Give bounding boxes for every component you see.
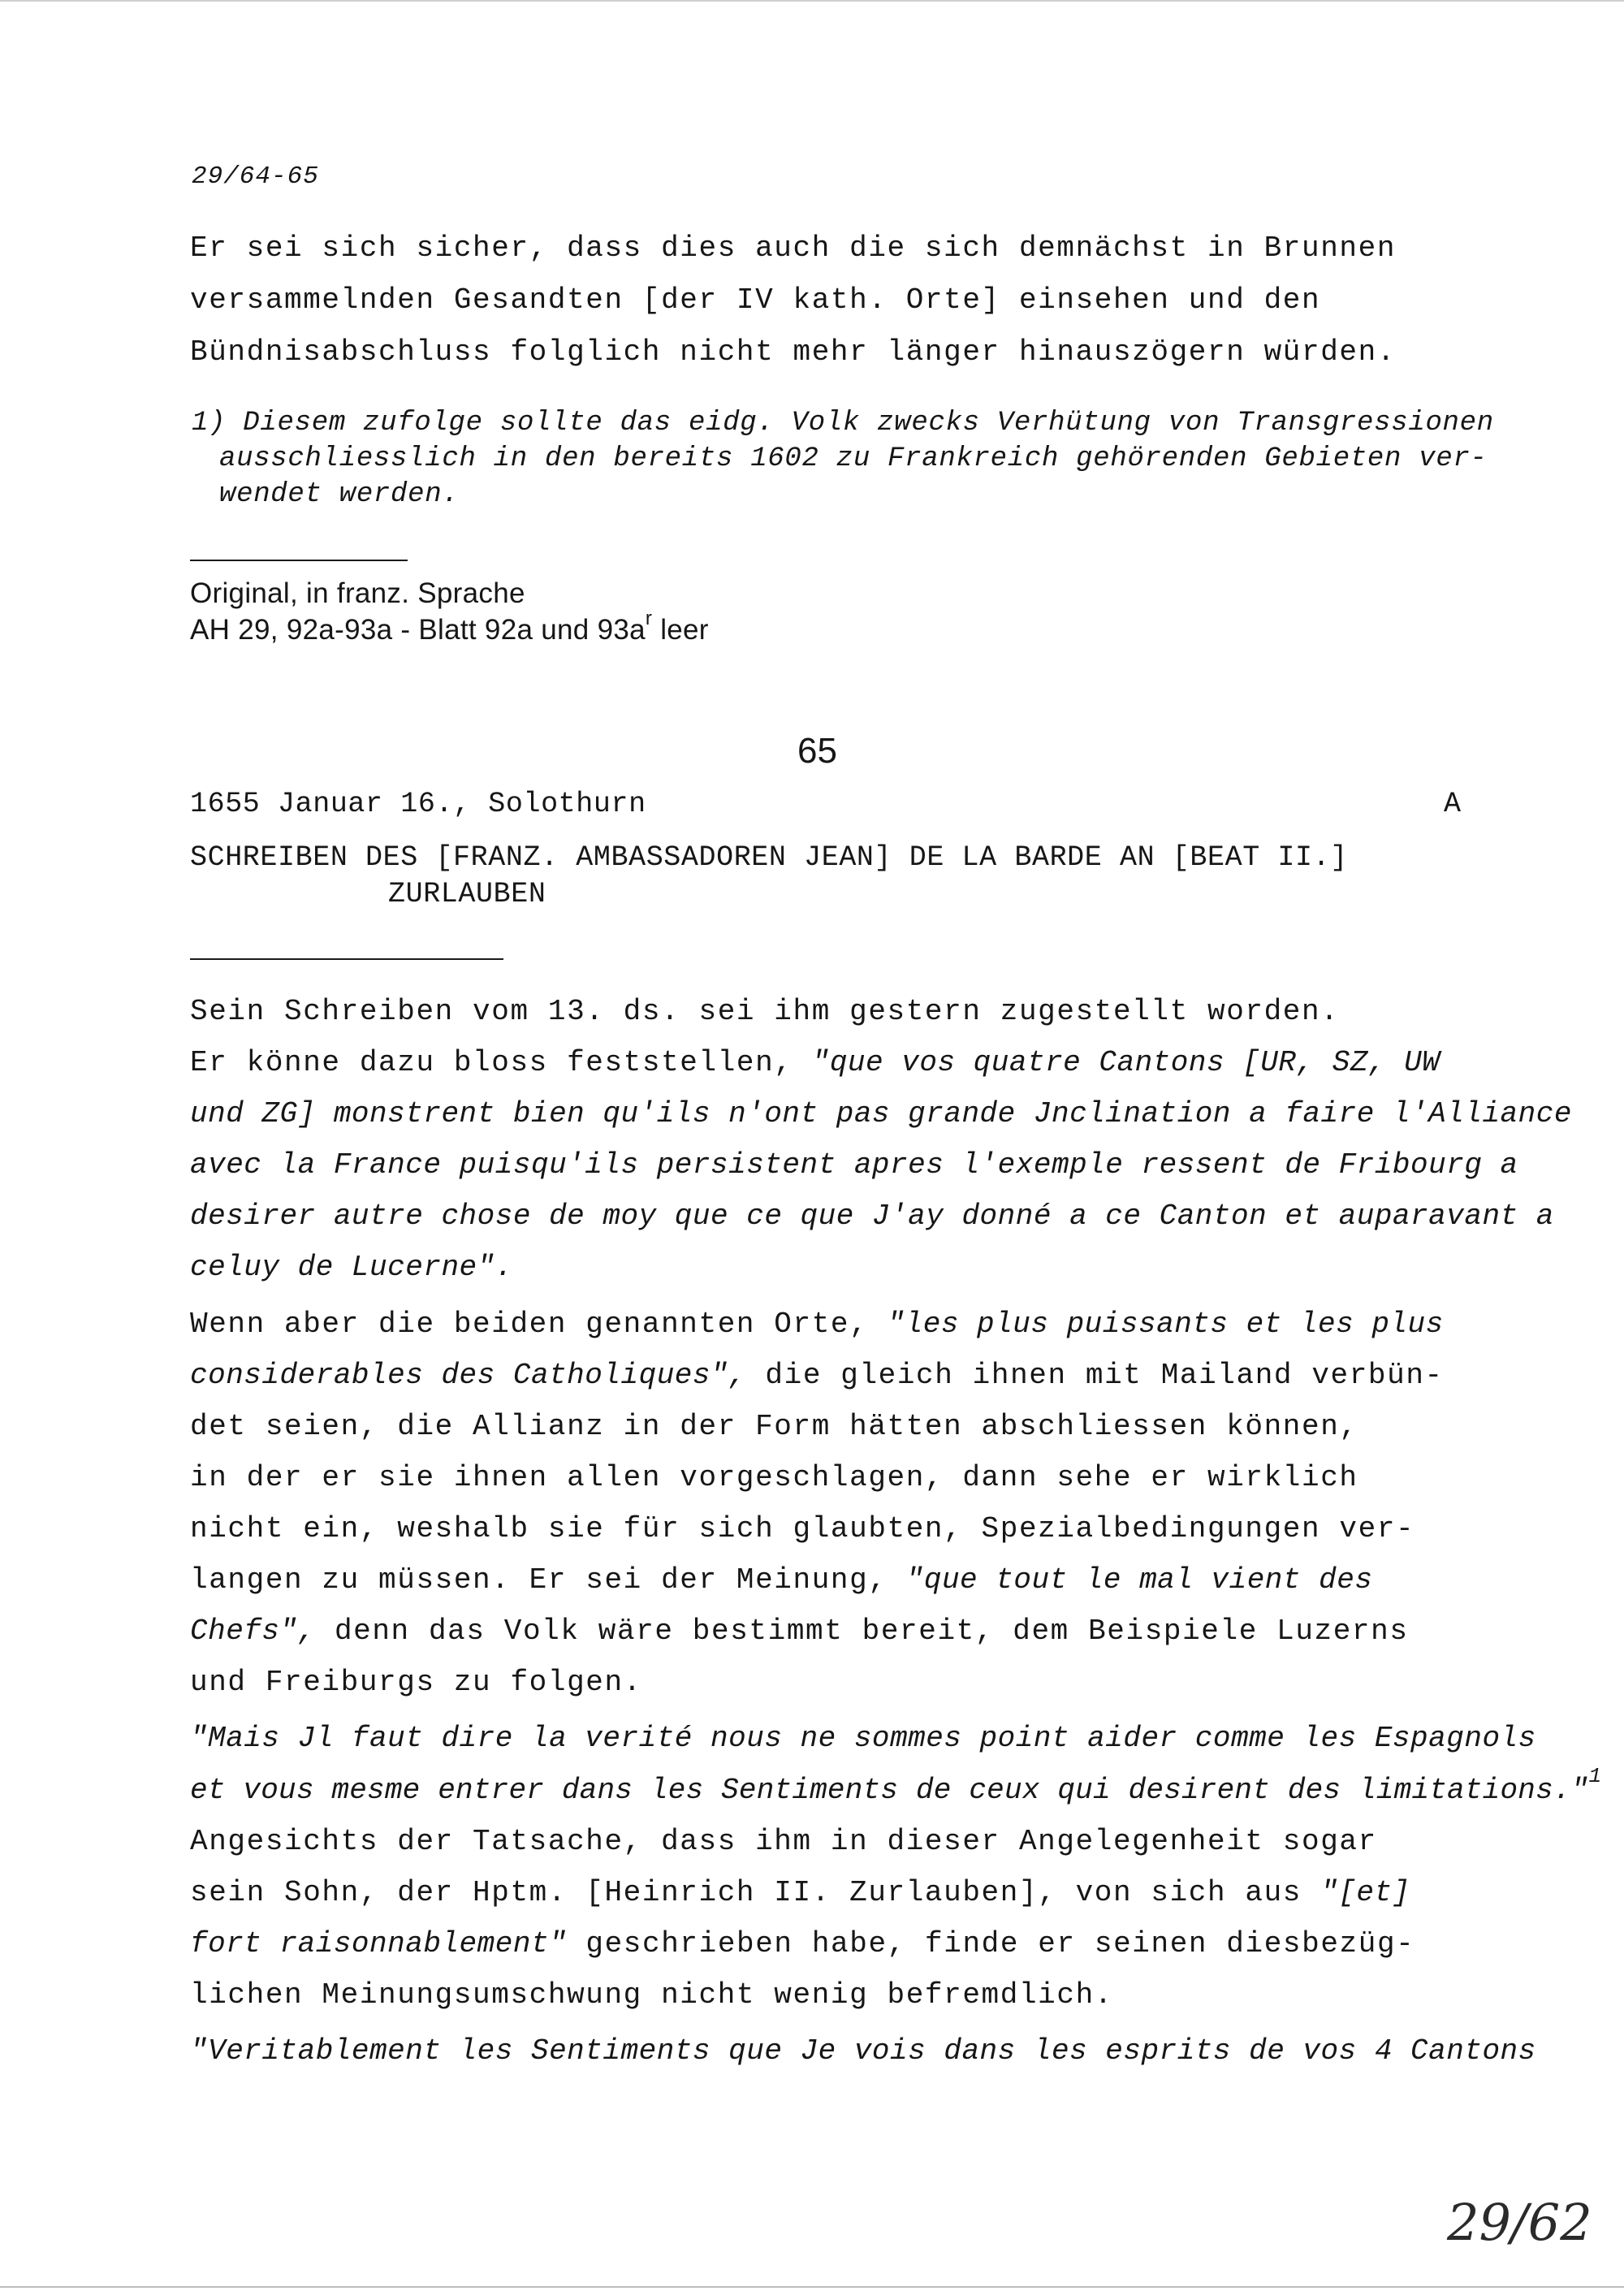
body-line-1: Sein Schreiben vom 13. ds. sei ihm gestern zugestellt worden. [190, 995, 1340, 1028]
provenance-superscript: r [645, 607, 653, 629]
footnote-line-2: ausschliesslich in den bereits 1602 zu Frankreich gehörenden Gebieten ver- [219, 443, 1488, 474]
body-line-18-quote: "[et] [1320, 1876, 1410, 1909]
body-line-7-quote: "les plus puissants et les plus [887, 1308, 1444, 1341]
body-line-2-text: Er könne dazu bloss feststellen, [190, 1046, 812, 1079]
body-line-10: in der er sie ihnen allen vorgeschlagen, dann sehe er wirklich [190, 1461, 1358, 1494]
provenance-suffix: leer [652, 614, 709, 646]
body-line-6: celuy de Lucerne". [190, 1251, 513, 1284]
provenance-line-2 [190, 607, 709, 646]
body-line-12-quote: "que tout le mal vient des [905, 1563, 1373, 1597]
body-line-15: "Mais Jl faut dire la verité nous ne sommes point aider comme les Espagnols [190, 1722, 1536, 1755]
page-bottom-edge [0, 2286, 1624, 2288]
body-line-3: und ZG] monstrent bien qu'ils n'ont pas grande Jnclination a faire l'Alliance [190, 1097, 1572, 1130]
body-line-8 [190, 1359, 1444, 1392]
body-line-13-text: denn das Volk wäre bestimmt bereit, dem Beispiele Luzerns [315, 1615, 1409, 1648]
title-rule [190, 958, 503, 960]
handwritten-page-number: 29/62 [1447, 2193, 1592, 2252]
body-line-16 [190, 1764, 1602, 1807]
body-line-7 [190, 1308, 1444, 1341]
body-line-8-text: die gleich ihnen mit Mailand verbün- [746, 1359, 1444, 1392]
body-line-21: "Veritablement les Sentiments que Je vois dans les esprits de vos 4 Cantons [190, 2034, 1536, 2068]
document-title-line-1: SCHREIBEN DES [FRANZ. AMBASSADOREN JEAN] DE LA BARDE AN [BEAT II.] [190, 841, 1348, 874]
document-title-line-2: ZURLAUBEN [388, 878, 546, 910]
body-line-4: avec la France puisqu'ils persistent apres l'exemple ressent de Fribourg a [190, 1148, 1518, 1182]
body-line-5: desirer autre chose de moy que ce que J'ay donné a ce Canton et auparavant a [190, 1200, 1554, 1233]
body-line-19-quote: fort raisonnablement" [190, 1927, 568, 1960]
body-line-14: und Freiburgs zu folgen. [190, 1666, 642, 1699]
body-line-12-text: langen zu müssen. Er sei der Meinung, [190, 1563, 906, 1597]
body-line-19-text: geschrieben habe, finde er seinen diesbezüg- [567, 1927, 1415, 1960]
provenance-line-1: Original, in franz. Sprache [190, 577, 525, 609]
provenance-text: AH 29, 92a-93a - Blatt 92a und 93a [190, 614, 646, 646]
body-line-11: nicht ein, weshalb sie für sich glaubten, Spezialbedingungen ver- [190, 1512, 1415, 1545]
body-line-7-text: Wenn aber die beiden genannten Orte, [190, 1308, 888, 1341]
body-line-13-quote: Chefs", [190, 1615, 316, 1648]
body-line-20: lichen Meinungsumschwung nicht wenig befremdlich. [190, 1978, 1113, 2012]
document-marker: A [1444, 788, 1462, 820]
intro-line-1: Er sei sich sicher, dass dies auch die sich demnächst in Brunnen [190, 231, 1397, 265]
date-place: 1655 Januar 16., Solothurn [190, 788, 646, 820]
body-line-13 [190, 1615, 1409, 1648]
page-top-edge [0, 0, 1624, 2]
body-line-8-quote: considerables des Catholiques", [190, 1359, 747, 1392]
body-line-9: det seien, die Allianz in der Form hätten abschliessen können, [190, 1410, 1358, 1443]
intro-line-3: Bündnisabschluss folglich nicht mehr länger hinauszögern würden. [190, 335, 1397, 369]
body-line-16-text: et vous mesme entrer dans les Sentiments de ceux qui desirent des limitations." [190, 1774, 1589, 1807]
page-reference: 29/64-65 [192, 162, 319, 191]
body-line-12 [190, 1563, 1372, 1597]
intro-line-2: versammelnden Gesandten [der IV kath. Orte] einsehen und den [190, 283, 1321, 317]
footnote-marker-1: 1 [1588, 1764, 1602, 1788]
body-line-2 [190, 1046, 1440, 1079]
body-line-18-text: sein Sohn, der Hptm. [Heinrich II. Zurlauben], von sich aus [190, 1876, 1321, 1909]
body-line-19 [190, 1927, 1415, 1960]
footnote-line-1: 1) Diesem zufolge sollte das eidg. Volk zwecks Verhütung von Transgressionen [192, 408, 1494, 439]
document-number: 65 [797, 731, 837, 771]
body-line-2-quote: "que vos quatre Cantons [UR, SZ, UW [811, 1046, 1440, 1079]
provenance-rule [190, 560, 408, 561]
footnote-line-3: wendet werden. [219, 479, 460, 510]
body-line-17: Angesichts der Tatsache, dass ihm in dieser Angelegenheit sogar [190, 1825, 1377, 1858]
body-line-18 [190, 1876, 1410, 1909]
